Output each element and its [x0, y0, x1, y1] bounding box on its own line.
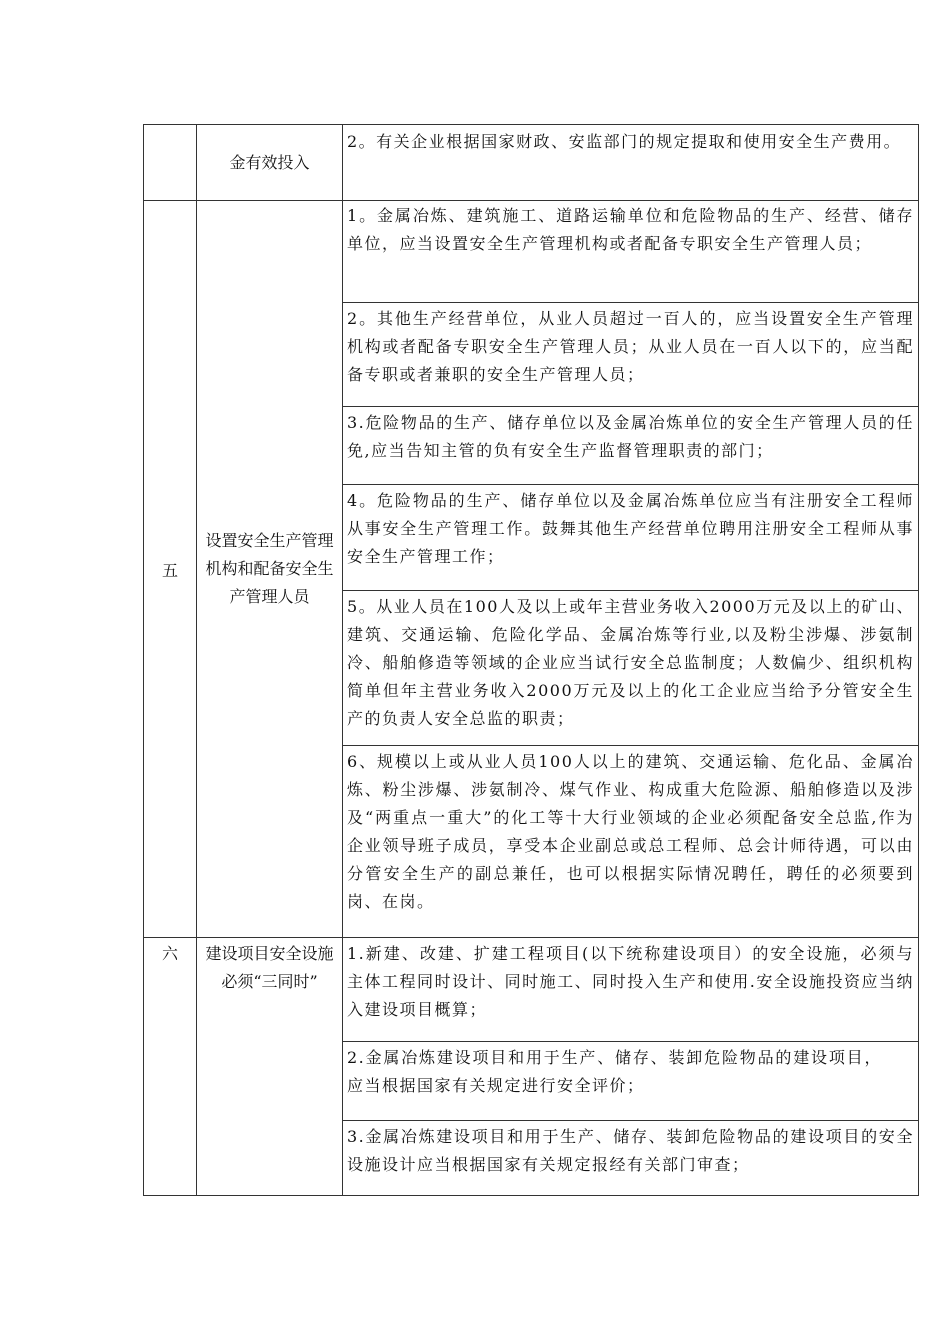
- list-item: 3.金属冶炼建设项目和用于生产、储存、装卸危险物品的建设项目的安全设施设计应当根据国家有关规定报经有关部门审查；: [343, 1120, 918, 1195]
- list-item: 1。金属冶炼、建筑施工、道路运输单位和危险物品的生产、经营、储存单位，应当设置安全生产管理机构或者配备专职安全生产管理人员；: [347, 206, 914, 253]
- list-item: 2。有关企业根据国家财政、安监部门的规定提取和使用安全生产费用。: [347, 132, 902, 151]
- row-number: 六: [144, 938, 197, 1195]
- row-title: 设置安全生产管理机构和配备安全生产管理人员: [197, 201, 343, 937]
- list-item: 6、规模以上或从业人员100人以上的建筑、交通运输、危化品、金属冶炼、粉尘涉爆、涉氨制冷、煤气作业、构成重大危险源、船舶修造以及涉及“两重点一重大”的化工等十大行业领域的企业必须配备安全总监,作为企业领导班子成员，享受本企业副总或总工程师、总会计师待遇，可以由分管安全生产的副总兼任，也可以根据实际情况聘任，聘任的必须要到岗、在岗。: [343, 745, 918, 937]
- list-item: 2。其他生产经营单位，从业人员超过一百人的，应当设置安全生产管理机构或者配备专职安全生产管理人员；从业人员在一百人以下的，应当配备专职或者兼职的安全生产管理人员；: [343, 302, 918, 406]
- row-items: [343, 125, 918, 200]
- list-item: 3.危险物品的生产、储存单位以及金属冶炼单位的安全生产管理人员的任免,应当告知主管的负有安全生产监督管理职责的部门；: [343, 406, 918, 484]
- row-title: 金有效投入: [197, 125, 343, 200]
- table-row: [143, 124, 919, 200]
- table-row: [143, 200, 919, 937]
- list-item: 1.新建、改建、扩建工程项目(以下统称建设项目）的安全设施，必须与主体工程同时设计、同时施工、同时投入生产和使用.安全设施投资应当纳入建设项目概算；: [347, 944, 914, 1019]
- list-item: 2.金属冶炼建设项目和用于生产、储存、装卸危险物品的建设项目，应当根据国家有关规定进行安全评价；: [343, 1041, 918, 1120]
- row-title: 建设项目安全设施必须“三同时”: [197, 938, 343, 1195]
- row-items: [343, 201, 918, 937]
- regulation-table: [143, 124, 919, 1196]
- table-row: [143, 937, 919, 1196]
- row-number: 五: [144, 201, 197, 937]
- row-items: [343, 938, 918, 1195]
- list-item: 5。从业人员在100人及以上或年主营业务收入2000万元及以上的矿山、建筑、交通运输、危险化学品、金属冶炼等行业,以及粉尘涉爆、涉氨制冷、船舶修造等领域的企业应当试行安全总监制度；人数偏少、组织机构简单但年主营业务收入2000万元及以上的化工企业应当给予分管安全生产的负责人安全总监的职责；: [343, 590, 918, 745]
- list-item: 4。危险物品的生产、储存单位以及金属冶炼单位应当有注册安全工程师从事安全生产管理工作。鼓舞其他生产经营单位聘用注册安全工程师从事安全生产管理工作；: [343, 484, 918, 590]
- row-number: [144, 125, 197, 200]
